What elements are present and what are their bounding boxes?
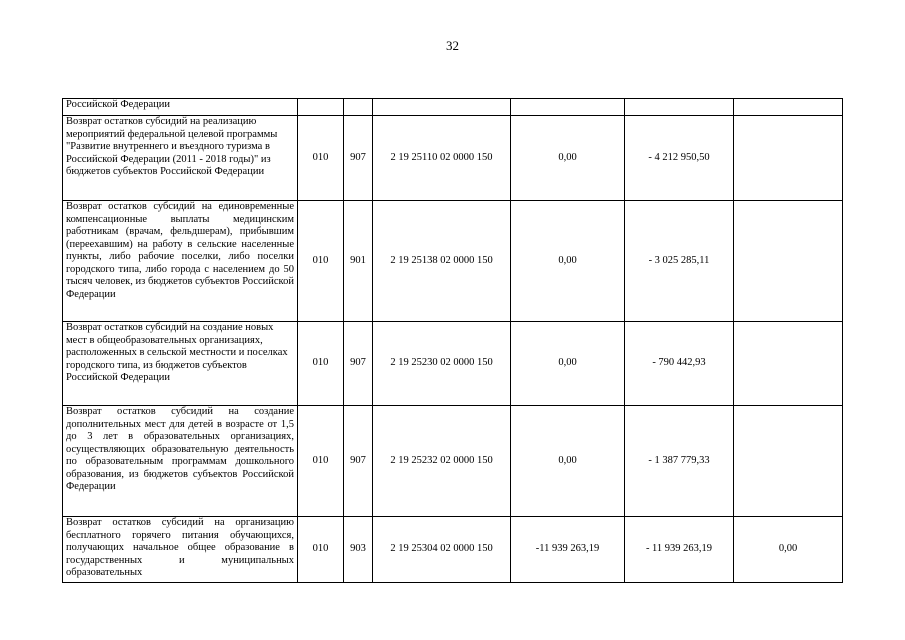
row-col1: 010: [298, 322, 344, 406]
row-col1: 010: [298, 406, 344, 517]
row-amount2: - 1 387 779,33: [625, 406, 734, 517]
row-amount1: -11 939 263,19: [511, 517, 625, 583]
row-code: [373, 99, 511, 116]
row-col2: 901: [344, 201, 373, 322]
row-code: 2 19 25304 02 0000 150: [373, 517, 511, 583]
row-description: Возврат остатков субсидий на создание новых мест в общеобразовательных организациях, расположенных в сельской местности и поселках городского типа, из бюджетов субъектов Российской Федерации: [63, 322, 298, 406]
row-col1: 010: [298, 517, 344, 583]
row-amount3: [734, 406, 843, 517]
budget-table: [62, 98, 843, 583]
row-col2: [344, 99, 373, 116]
row-code: 2 19 25110 02 0000 150: [373, 116, 511, 201]
row-amount2: [625, 99, 734, 116]
row-description: Российской Федерации: [63, 99, 298, 116]
table-row: [63, 116, 843, 201]
row-amount1: 0,00: [511, 322, 625, 406]
row-amount2: - 790 442,93: [625, 322, 734, 406]
row-code: 2 19 25230 02 0000 150: [373, 322, 511, 406]
table-row: [63, 322, 843, 406]
table-row: [63, 99, 843, 116]
table-row: [63, 406, 843, 517]
row-code: 2 19 25232 02 0000 150: [373, 406, 511, 517]
row-amount1: 0,00: [511, 116, 625, 201]
row-description: Возврат остатков субсидий на реализацию мероприятий федеральной целевой программы "Развитие внутреннего и въездного туризма в Российской Федерации (2011 - 2018 годы)" из бюджетов субъектов Российской Федерации: [63, 116, 298, 201]
row-amount3: [734, 99, 843, 116]
row-amount2: - 4 212 950,50: [625, 116, 734, 201]
row-col2: 903: [344, 517, 373, 583]
row-amount3: [734, 201, 843, 322]
page-number: 32: [446, 38, 459, 53]
row-amount1: 0,00: [511, 406, 625, 517]
row-amount2: - 11 939 263,19: [625, 517, 734, 583]
row-amount2: - 3 025 285,11: [625, 201, 734, 322]
row-description: Возврат остатков субсидий на единовременные компенсационные выплаты медицинским работникам (врачам, фельдшерам), прибывшим (переехавшим) на работу в сельские населенные пункты, либо рабочие поселки, либо поселки городского типа, либо города с населением до 50 тысяч человек, из бюджетов субъектов Российской Федерации: [63, 201, 298, 322]
row-amount3: [734, 116, 843, 201]
row-code: 2 19 25138 02 0000 150: [373, 201, 511, 322]
row-amount3: 0,00: [734, 517, 843, 583]
row-col2: 907: [344, 116, 373, 201]
row-description: Возврат остатков субсидий на создание дополнительных мест для детей в возрасте от 1,5 до 3 лет в образовательных организациях, осуществляющих образовательную деятельность по образовательным программам дошкольного образования, из бюджетов субъектов Российской Федерации: [63, 406, 298, 517]
row-col1: [298, 99, 344, 116]
table-row: [63, 517, 843, 583]
row-col2: 907: [344, 406, 373, 517]
table-row: [63, 201, 843, 322]
row-amount3: [734, 322, 843, 406]
row-amount1: 0,00: [511, 201, 625, 322]
row-col2: 907: [344, 322, 373, 406]
row-col1: 010: [298, 201, 344, 322]
row-col1: 010: [298, 116, 344, 201]
row-description: Возврат остатков субсидий на организацию бесплатного горячего питания обучающихся, получающих начальное общее образование в государственных и муниципальных образовательных: [63, 517, 298, 583]
row-amount1: [511, 99, 625, 116]
